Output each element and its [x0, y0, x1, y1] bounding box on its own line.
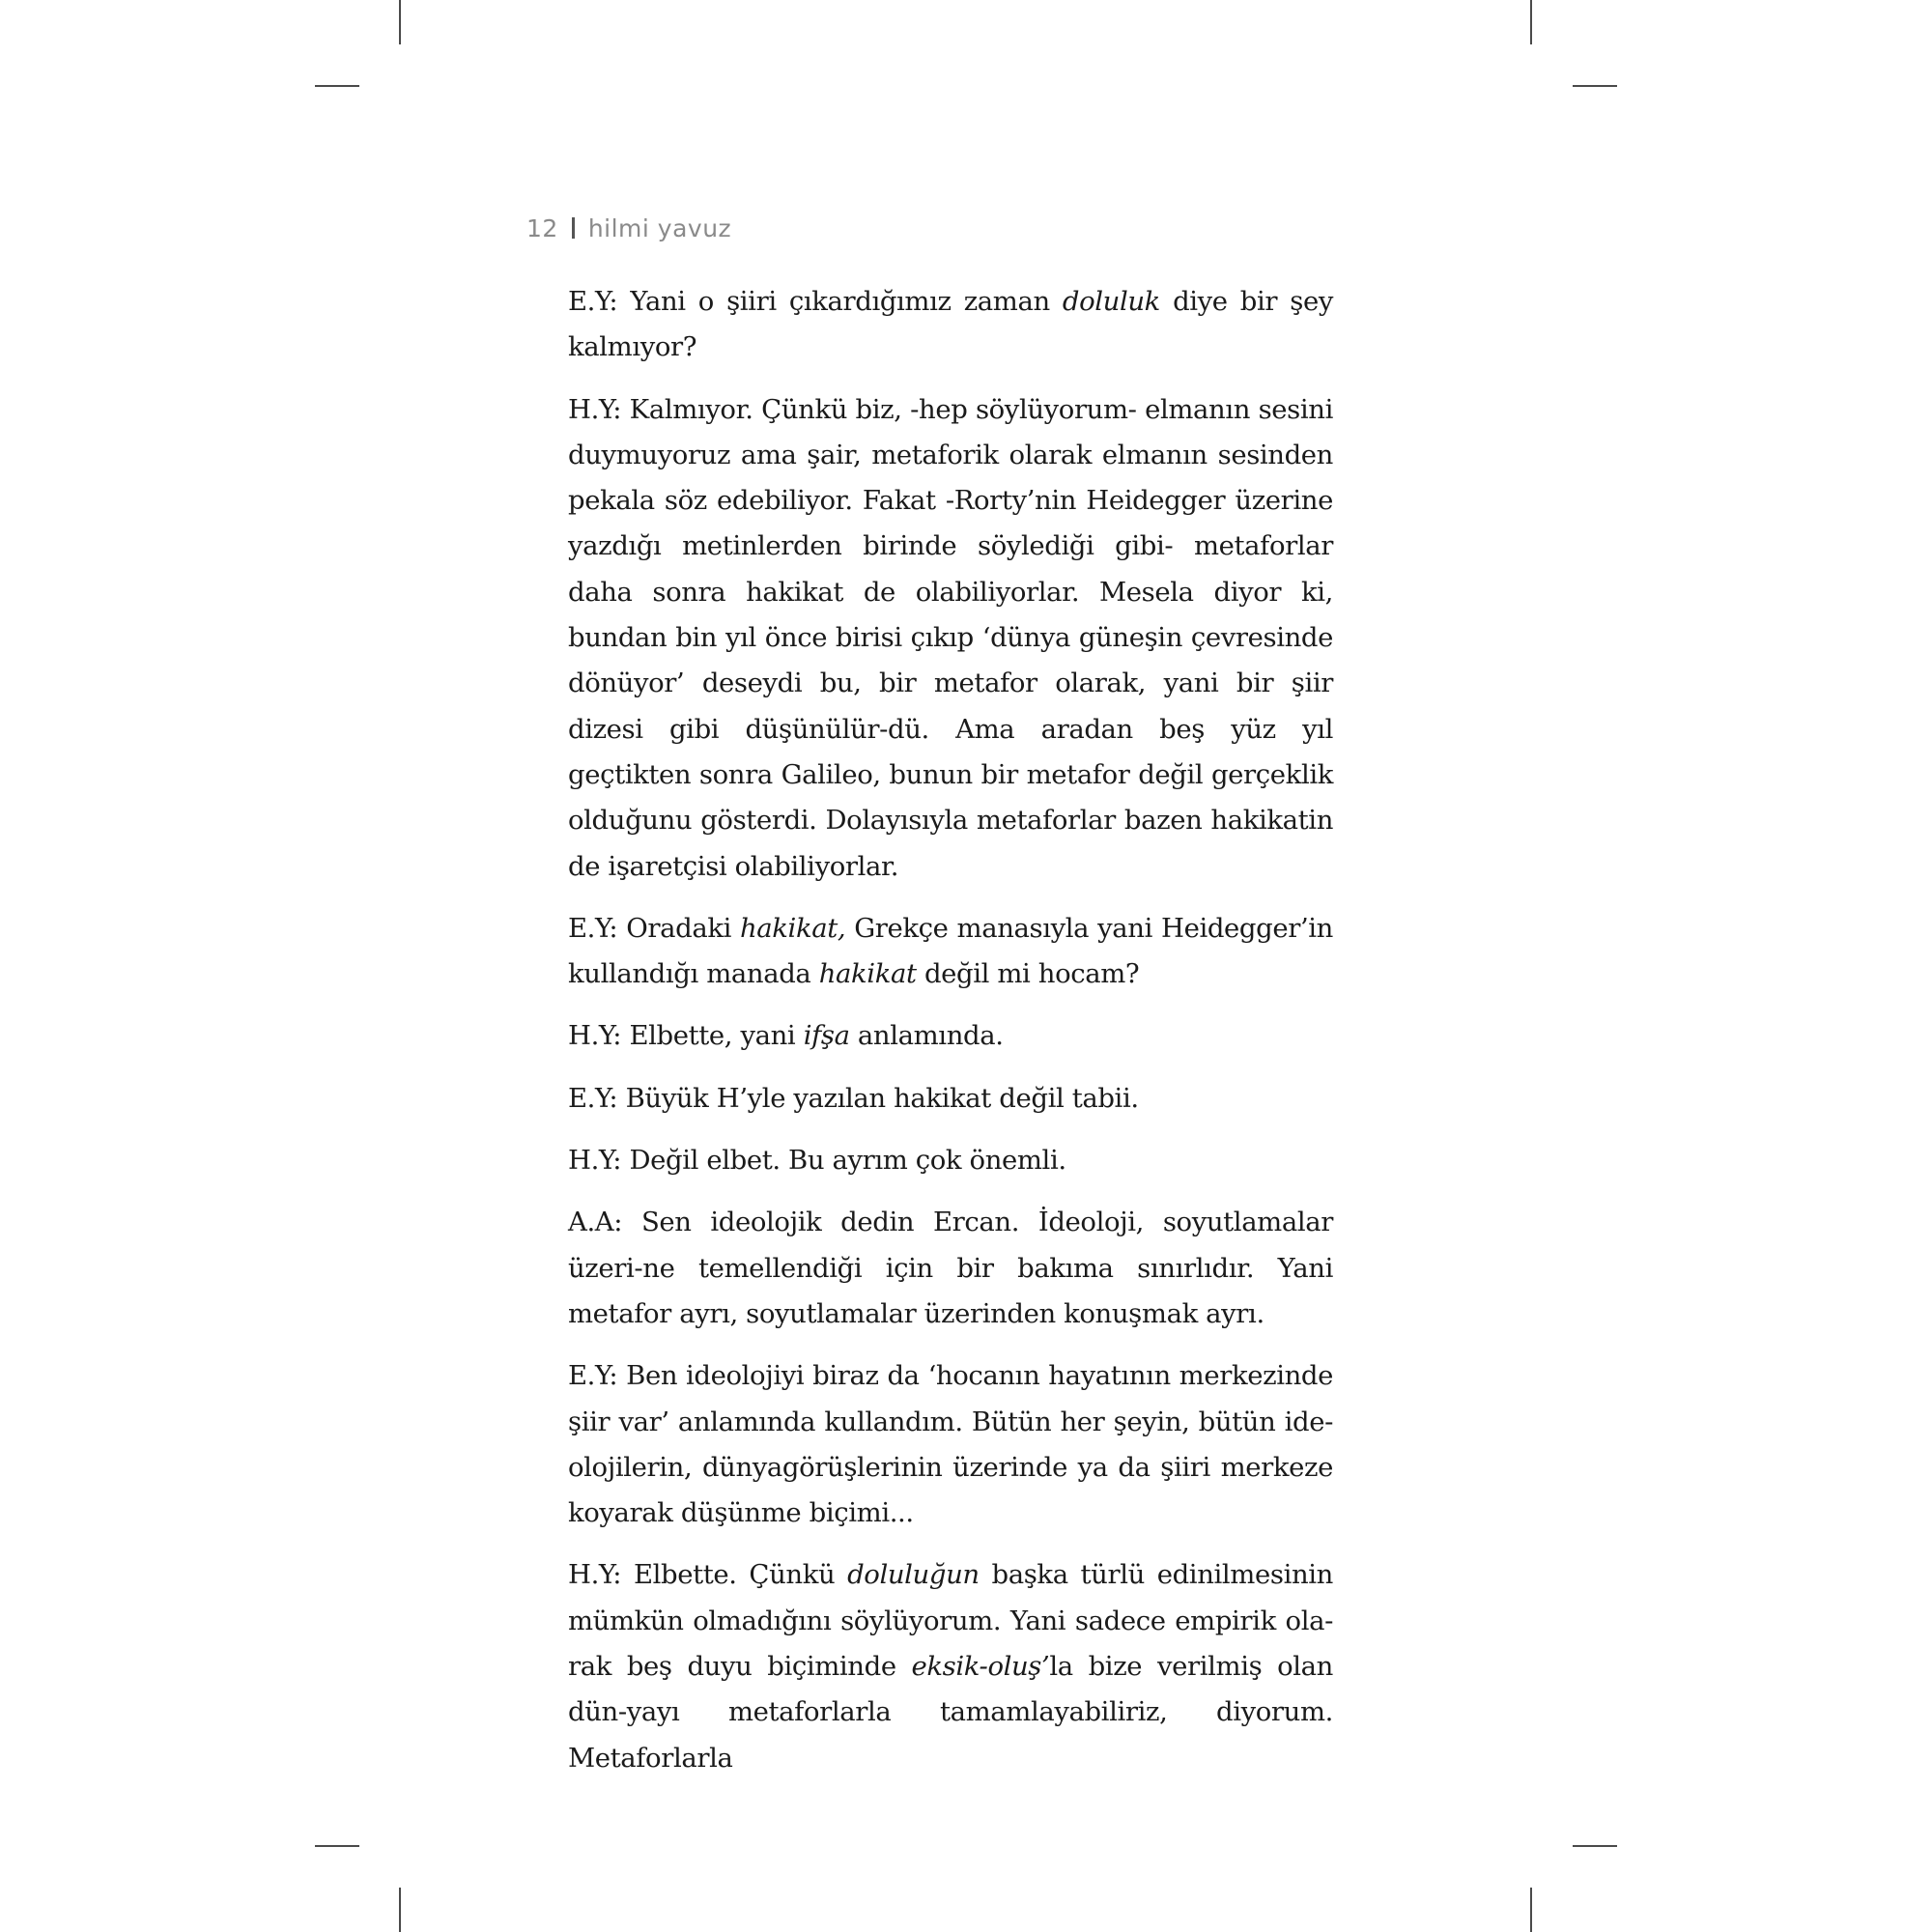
italic-term: hakikat — [818, 958, 917, 990]
paragraph — [568, 387, 1333, 890]
text-run: başka türlü edinilmesinin mümkün olmadığını söylüyorum. Yani sadece empirik ola-rak beş duyu biçiminde — [568, 1559, 1333, 1683]
text-run: la bize verilmiş olan dün-yayı metaforlarla tamamlayabiliriz, diyorum. Metaforlarla — [568, 1651, 1333, 1774]
crop-mark-bottom-left — [399, 1888, 401, 1932]
text-run: E.Y: Ben ideolojiyi biraz da ‘hocanın hayatının merkezinde şiir var’ anlamında kullandım. Bütün her şeyin, bütün ide-olojilerin, dünyagörüşlerinin üzerinde ya da şiiri merkeze koyarak düşünme biçimi... — [568, 1360, 1333, 1529]
crop-mark-left-lower — [315, 1845, 359, 1847]
crop-mark-left-upper — [315, 85, 359, 87]
running-head-separator — [572, 217, 575, 239]
italic-term: doluluk — [1062, 286, 1160, 317]
paragraph — [568, 1013, 1333, 1059]
text-run: A.A: Sen ideolojik dedin Ercan. İdeoloji, soyutlamalar üzeri-ne temellendiği için bir bakıma sınırlıdır. Yani metafor ayrı, soyutlamalar üzerinden konuşmak ayrı. — [568, 1207, 1333, 1329]
paragraph — [568, 1076, 1333, 1122]
text-run: H.Y: Değil elbet. Bu ayrım çok önemli. — [568, 1145, 1066, 1177]
text-run: değil mi hocam? — [916, 958, 1140, 990]
paragraph — [568, 1353, 1333, 1536]
italic-term: ifşa — [803, 1020, 850, 1052]
text-run: Grekçe manasıyla yani Heidegger’in kullandığı manada — [568, 912, 1333, 990]
text-run: E.Y: Yani o şiiri çıkardığımız zaman — [568, 286, 1063, 317]
text-run: H.Y: Kalmıyor. Çünkü biz, -hep söylüyorum- elmanın sesini duymuyoruz ama şair, metaforik olarak elmanın sesinden pekala söz edebiliyor. Fakat -Rorty’nin Heidegger üzerine yazdığı metinlerden birinde söylediği gibi- metaforlar daha sonra hakikat de olabiliyorlar. Mesela diyor ki, bundan bin yıl önce birisi çıkıp ‘dünya güneşin çevresinde dönüyor’ deseydi bu, bir metafor olarak, yani bir şiir dizesi gibi düşünülür-dü. Ama aradan beş yüz yıl geçtikten sonra Galileo, bunun bir metafor değil gerçeklik olduğunu gösterdi. Dolayısıyla metaforlar bazen hakikatin de işaretçisi olabiliyorlar. — [568, 393, 1333, 882]
body-text — [568, 279, 1333, 1781]
crop-mark-right-lower — [1573, 1845, 1617, 1847]
crop-mark-bottom-right — [1530, 1888, 1532, 1932]
paragraph — [568, 1138, 1333, 1183]
running-head-author: hilmi yavuz — [587, 214, 732, 242]
italic-term: doluluğun — [847, 1559, 980, 1591]
paragraph — [568, 1200, 1333, 1337]
running-head — [526, 214, 731, 242]
text-run: H.Y: Elbette. Çünkü — [568, 1559, 848, 1591]
paragraph — [568, 279, 1333, 371]
crop-mark-right-upper — [1573, 85, 1617, 87]
crop-mark-top-left — [399, 0, 401, 44]
text-run: H.Y: Elbette, yani — [568, 1020, 804, 1052]
page-number: 12 — [526, 214, 558, 242]
italic-term: eksik-oluş’ — [911, 1651, 1050, 1683]
text-run: E.Y: Oradaki — [568, 912, 740, 944]
text-run: E.Y: Büyük H’yle yazılan hakikat değil tabii. — [568, 1082, 1139, 1114]
paragraph — [568, 906, 1333, 998]
italic-term: hakikat, — [739, 912, 846, 944]
paragraph — [568, 1552, 1333, 1780]
text-run: diye bir şey kalmıyor? — [568, 286, 1333, 363]
text-run: anlamında. — [849, 1020, 1004, 1052]
crop-mark-top-right — [1530, 0, 1532, 44]
